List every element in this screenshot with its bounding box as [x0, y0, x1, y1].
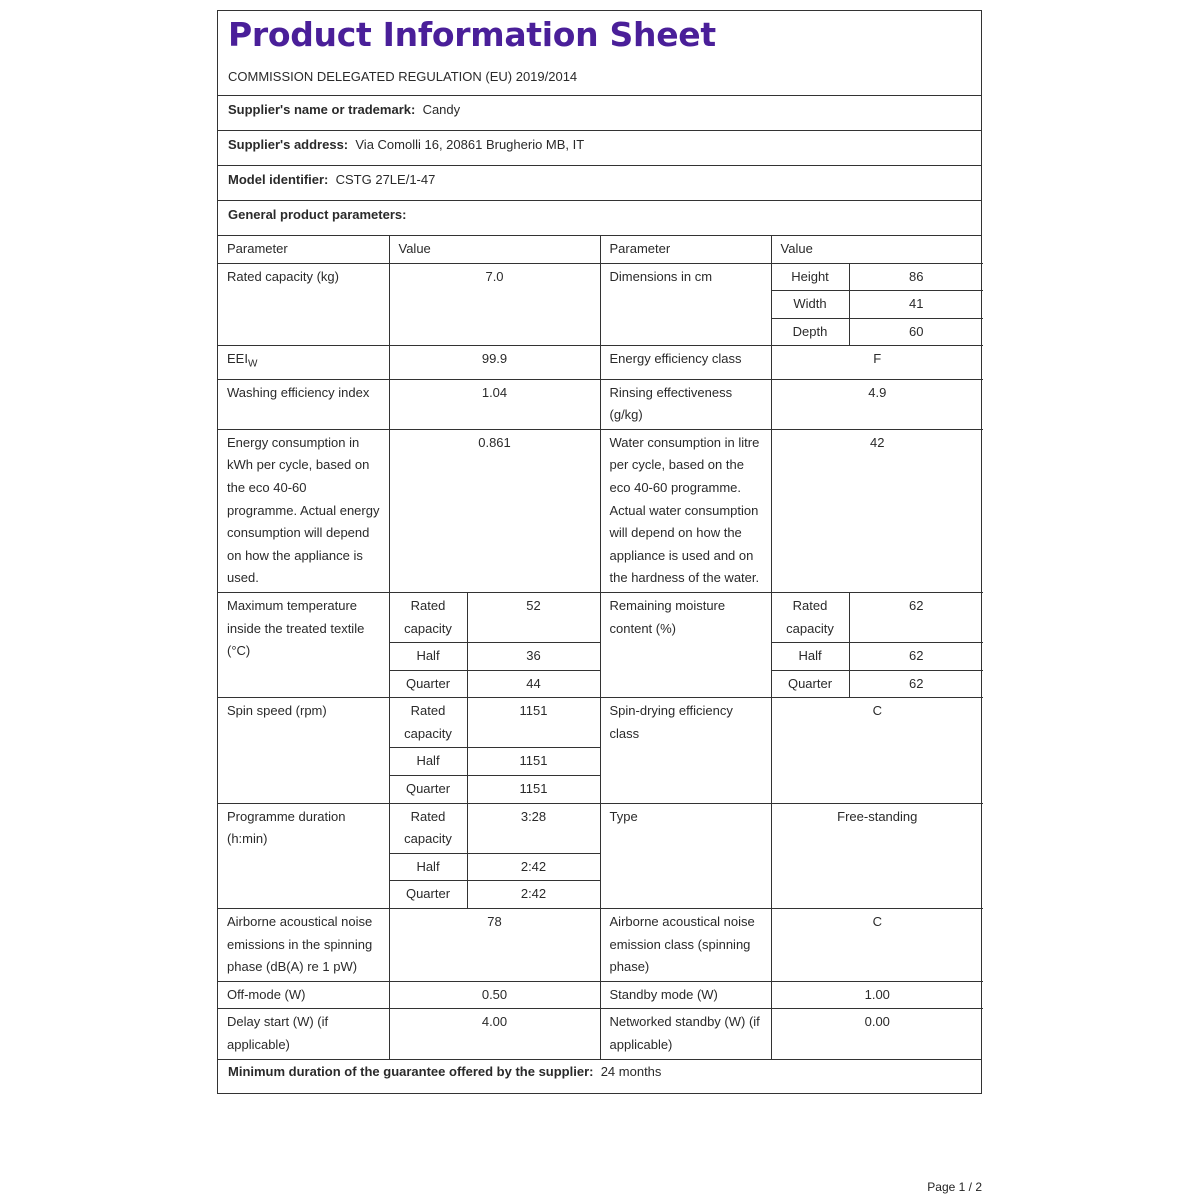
moisture-rated-value: 62	[849, 592, 983, 642]
table-row	[218, 592, 983, 642]
max-temperature-quarter-value: 44	[467, 670, 600, 698]
table-row	[218, 1009, 983, 1059]
parameters-table	[218, 236, 983, 1059]
water-consumption-label: Water consumption in litre per cycle, based on the eco 40-60 programme. Actual water consumption will depend on how the appliance is used and on the hardness of the water.	[600, 429, 771, 592]
max-temperature-rated-label: Rated capacity	[389, 592, 467, 642]
supplier-name-label: Supplier's name or trademark:	[228, 102, 416, 117]
supplier-address-label: Supplier's address:	[228, 137, 349, 152]
rinsing-label: Rinsing effectiveness (g/kg)	[600, 379, 771, 429]
table-row	[218, 346, 983, 379]
programme-duration-label: Programme duration (h:min)	[218, 803, 389, 908]
column-header-value: Value	[389, 236, 600, 263]
noise-emissions-value: 78	[389, 909, 600, 982]
rated-capacity-value: 7.0	[389, 263, 600, 346]
table-row	[218, 263, 983, 291]
programme-duration-half-label: Half	[389, 853, 467, 881]
type-value: Free-standing	[771, 803, 983, 908]
table-row	[218, 909, 983, 982]
eeiw-value: 99.9	[389, 346, 600, 379]
table-row	[218, 803, 983, 853]
off-mode-value: 0.50	[389, 981, 600, 1009]
table-row	[218, 429, 983, 592]
noise-emissions-label: Airborne acoustical noise emissions in the spinning phase (dB(A) re 1 pW)	[218, 909, 389, 982]
table-header-row	[218, 236, 983, 263]
noise-class-value: C	[771, 909, 983, 982]
dimensions-label: Dimensions in cm	[600, 263, 771, 346]
rinsing-value: 4.9	[771, 379, 983, 429]
table-row	[218, 698, 983, 748]
type-label: Type	[600, 803, 771, 908]
depth-label: Depth	[771, 318, 849, 346]
model-identifier-value: CSTG 27LE/1-47	[335, 172, 436, 187]
table-row	[218, 981, 983, 1009]
model-identifier-row	[218, 166, 981, 201]
programme-duration-half-value: 2:42	[467, 853, 600, 881]
model-identifier-label: Model identifier:	[228, 172, 329, 187]
supplier-name-row	[218, 96, 981, 131]
guarantee-row	[218, 1059, 981, 1093]
guarantee-value: 24 months	[600, 1063, 662, 1079]
page-title: Product Information Sheet	[228, 15, 716, 54]
moisture-quarter-value: 62	[849, 670, 983, 698]
off-mode-label: Off-mode (W)	[218, 981, 389, 1009]
general-parameters-label: General product parameters:	[228, 207, 407, 222]
page-number: Page 1 / 2	[927, 1180, 982, 1194]
standby-label: Standby mode (W)	[600, 981, 771, 1009]
max-temperature-half-value: 36	[467, 643, 600, 671]
depth-value: 60	[849, 318, 983, 346]
width-label: Width	[771, 291, 849, 319]
moisture-label: Remaining moisture content (%)	[600, 592, 771, 697]
networked-standby-label: Networked standby (W) (if applicable)	[600, 1009, 771, 1059]
product-information-sheet	[217, 10, 982, 1094]
programme-duration-rated-label: Rated capacity	[389, 803, 467, 853]
spin-speed-quarter-label: Quarter	[389, 776, 467, 804]
programme-duration-quarter-label: Quarter	[389, 881, 467, 909]
spin-speed-quarter-value: 1151	[467, 776, 600, 804]
spin-class-label: Spin-drying efficiency class	[600, 698, 771, 803]
programme-duration-rated-value: 3:28	[467, 803, 600, 853]
height-label: Height	[771, 263, 849, 291]
energy-class-value: F	[771, 346, 983, 379]
supplier-address-row	[218, 131, 981, 166]
eeiw-label	[218, 346, 389, 379]
max-temperature-label: Maximum temperature inside the treated textile (°C)	[218, 592, 389, 697]
max-temperature-quarter-label: Quarter	[389, 670, 467, 698]
energy-class-label: Energy efficiency class	[600, 346, 771, 379]
general-parameters-row	[218, 201, 981, 236]
sheet-header	[218, 11, 981, 96]
programme-duration-quarter-value: 2:42	[467, 881, 600, 909]
guarantee-label: Minimum duration of the guarantee offered by the supplier:	[228, 1063, 594, 1079]
spin-speed-rated-label: Rated capacity	[389, 698, 467, 748]
table-row	[218, 379, 983, 429]
height-value: 86	[849, 263, 983, 291]
width-value: 41	[849, 291, 983, 319]
moisture-quarter-label: Quarter	[771, 670, 849, 698]
spin-speed-rated-value: 1151	[467, 698, 600, 748]
spin-speed-label: Spin speed (rpm)	[218, 698, 389, 803]
rated-capacity-label: Rated capacity (kg)	[218, 263, 389, 346]
column-header-value-2: Value	[771, 236, 983, 263]
water-consumption-value: 42	[771, 429, 983, 592]
supplier-name-value: Candy	[422, 102, 461, 117]
washing-index-label: Washing efficiency index	[218, 379, 389, 429]
spin-speed-half-label: Half	[389, 748, 467, 776]
supplier-address-value: Via Comolli 16, 20861 Brugherio MB, IT	[355, 137, 585, 152]
spin-class-value: C	[771, 698, 983, 803]
moisture-half-value: 62	[849, 643, 983, 671]
column-header-parameter: Parameter	[218, 236, 389, 263]
delay-start-label: Delay start (W) (if applicable)	[218, 1009, 389, 1059]
delay-start-value: 4.00	[389, 1009, 600, 1059]
moisture-half-label: Half	[771, 643, 849, 671]
washing-index-value: 1.04	[389, 379, 600, 429]
spin-speed-half-value: 1151	[467, 748, 600, 776]
max-temperature-rated-value: 52	[467, 592, 600, 642]
networked-standby-value: 0.00	[771, 1009, 983, 1059]
eeiw-label-sub: W	[247, 358, 258, 370]
standby-value: 1.00	[771, 981, 983, 1009]
max-temperature-half-label: Half	[389, 643, 467, 671]
moisture-rated-label: Rated capacity	[771, 592, 849, 642]
energy-consumption-value: 0.861	[389, 429, 600, 592]
eeiw-label-main: EEI	[227, 351, 248, 367]
energy-consumption-label: Energy consumption in kWh per cycle, based on the eco 40-60 programme. Actual energy consumption will depend on how the appliance is used.	[218, 429, 389, 592]
column-header-parameter-2: Parameter	[600, 236, 771, 263]
noise-class-label: Airborne acoustical noise emission class (spinning phase)	[600, 909, 771, 982]
regulation-reference: COMMISSION DELEGATED REGULATION (EU) 2019/2014	[228, 69, 578, 84]
